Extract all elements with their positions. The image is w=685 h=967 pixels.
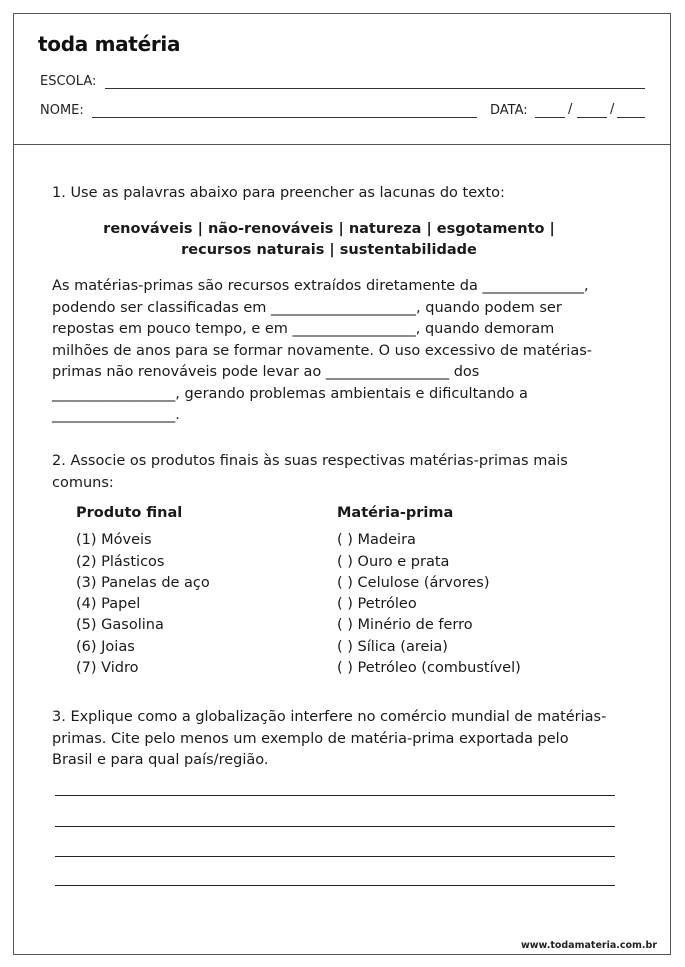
text-line: podendo ser classificadas em ____________________, quando podem ser: [52, 299, 562, 316]
date-separator: /: [568, 102, 573, 117]
answer-line[interactable]: [55, 885, 615, 886]
products-column-header: Produto final: [76, 505, 183, 521]
product-item: (5) Gasolina: [76, 617, 164, 634]
word-bank-line-1: renováveis | não-renováveis | natureza | esgotamento |: [103, 221, 555, 237]
material-item[interactable]: ( ) Petróleo: [337, 596, 417, 613]
product-item: (4) Papel: [76, 596, 141, 613]
product-item: (3) Panelas de aço: [76, 574, 210, 591]
text-line: _________________.: [52, 407, 180, 423]
brand-logo: toda matéria: [38, 32, 181, 56]
material-item[interactable]: ( ) Petróleo (combustível): [337, 660, 521, 677]
material-item[interactable]: ( ) Minério de ferro: [337, 617, 473, 634]
date-label: DATA:: [490, 103, 528, 118]
question-2-prompt: [52, 451, 568, 494]
school-field[interactable]: [105, 88, 645, 89]
answer-line[interactable]: [55, 826, 615, 827]
text-line: As matérias-primas são recursos extraídos diretamente da ______________,: [52, 278, 589, 294]
material-item[interactable]: ( ) Ouro e prata: [337, 553, 450, 570]
prompt-line: 3. Explique como a globalização interfere no comércio mundial de matérias-: [52, 709, 607, 725]
prompt-line: 2. Associe os produtos finais às suas respectivas matérias-primas mais: [52, 453, 568, 469]
text-line: milhões de anos para se formar novamente. O uso excessivo de matérias-: [52, 342, 592, 359]
worksheet-header: [14, 14, 670, 145]
school-label: ESCOLA:: [40, 74, 97, 89]
date-separator: /: [610, 102, 615, 117]
product-item: (6) Joias: [76, 638, 135, 655]
product-item: (2) Plásticos: [76, 553, 165, 570]
products-column: [76, 503, 210, 679]
material-item[interactable]: ( ) Sílica (areia): [337, 638, 448, 655]
date-year-field[interactable]: [617, 117, 645, 118]
material-item[interactable]: ( ) Madeira: [337, 532, 416, 549]
answer-line[interactable]: [55, 795, 615, 796]
materials-column: [337, 503, 521, 679]
site-url: www.todamateria.com.br: [520, 940, 657, 951]
text-line: primas não renováveis pode levar ao _________________ dos: [52, 364, 480, 380]
text-line: repostas em pouco tempo, e em _________________, quando demoram: [52, 321, 555, 337]
materials-column-header: Matéria-prima: [337, 505, 454, 521]
material-item[interactable]: ( ) Celulose (árvores): [337, 574, 490, 591]
prompt-line: Brasil e para qual país/região.: [52, 752, 269, 768]
question-1-text: [52, 276, 622, 427]
date-month-field[interactable]: [577, 117, 607, 118]
text-line: _________________, gerando problemas ambientais e dificultando a: [52, 385, 528, 402]
prompt-line: primas. Cite pelo menos um exemplo de matéria-prima exportada pelo: [52, 730, 569, 747]
question-3-prompt: [52, 707, 606, 772]
word-bank-line-2: recursos naturais | sustentabilidade: [181, 242, 477, 258]
date-day-field[interactable]: [535, 117, 565, 118]
product-item: (7) Vidro: [76, 660, 139, 677]
question-1-prompt: 1. Use as palavras abaixo para preencher as lacunas do texto:: [52, 185, 505, 201]
name-label: NOME:: [40, 103, 84, 118]
prompt-line: comuns:: [52, 474, 114, 491]
product-item: (1) Móveis: [76, 532, 152, 549]
answer-line[interactable]: [55, 856, 615, 857]
name-field[interactable]: [92, 117, 477, 118]
